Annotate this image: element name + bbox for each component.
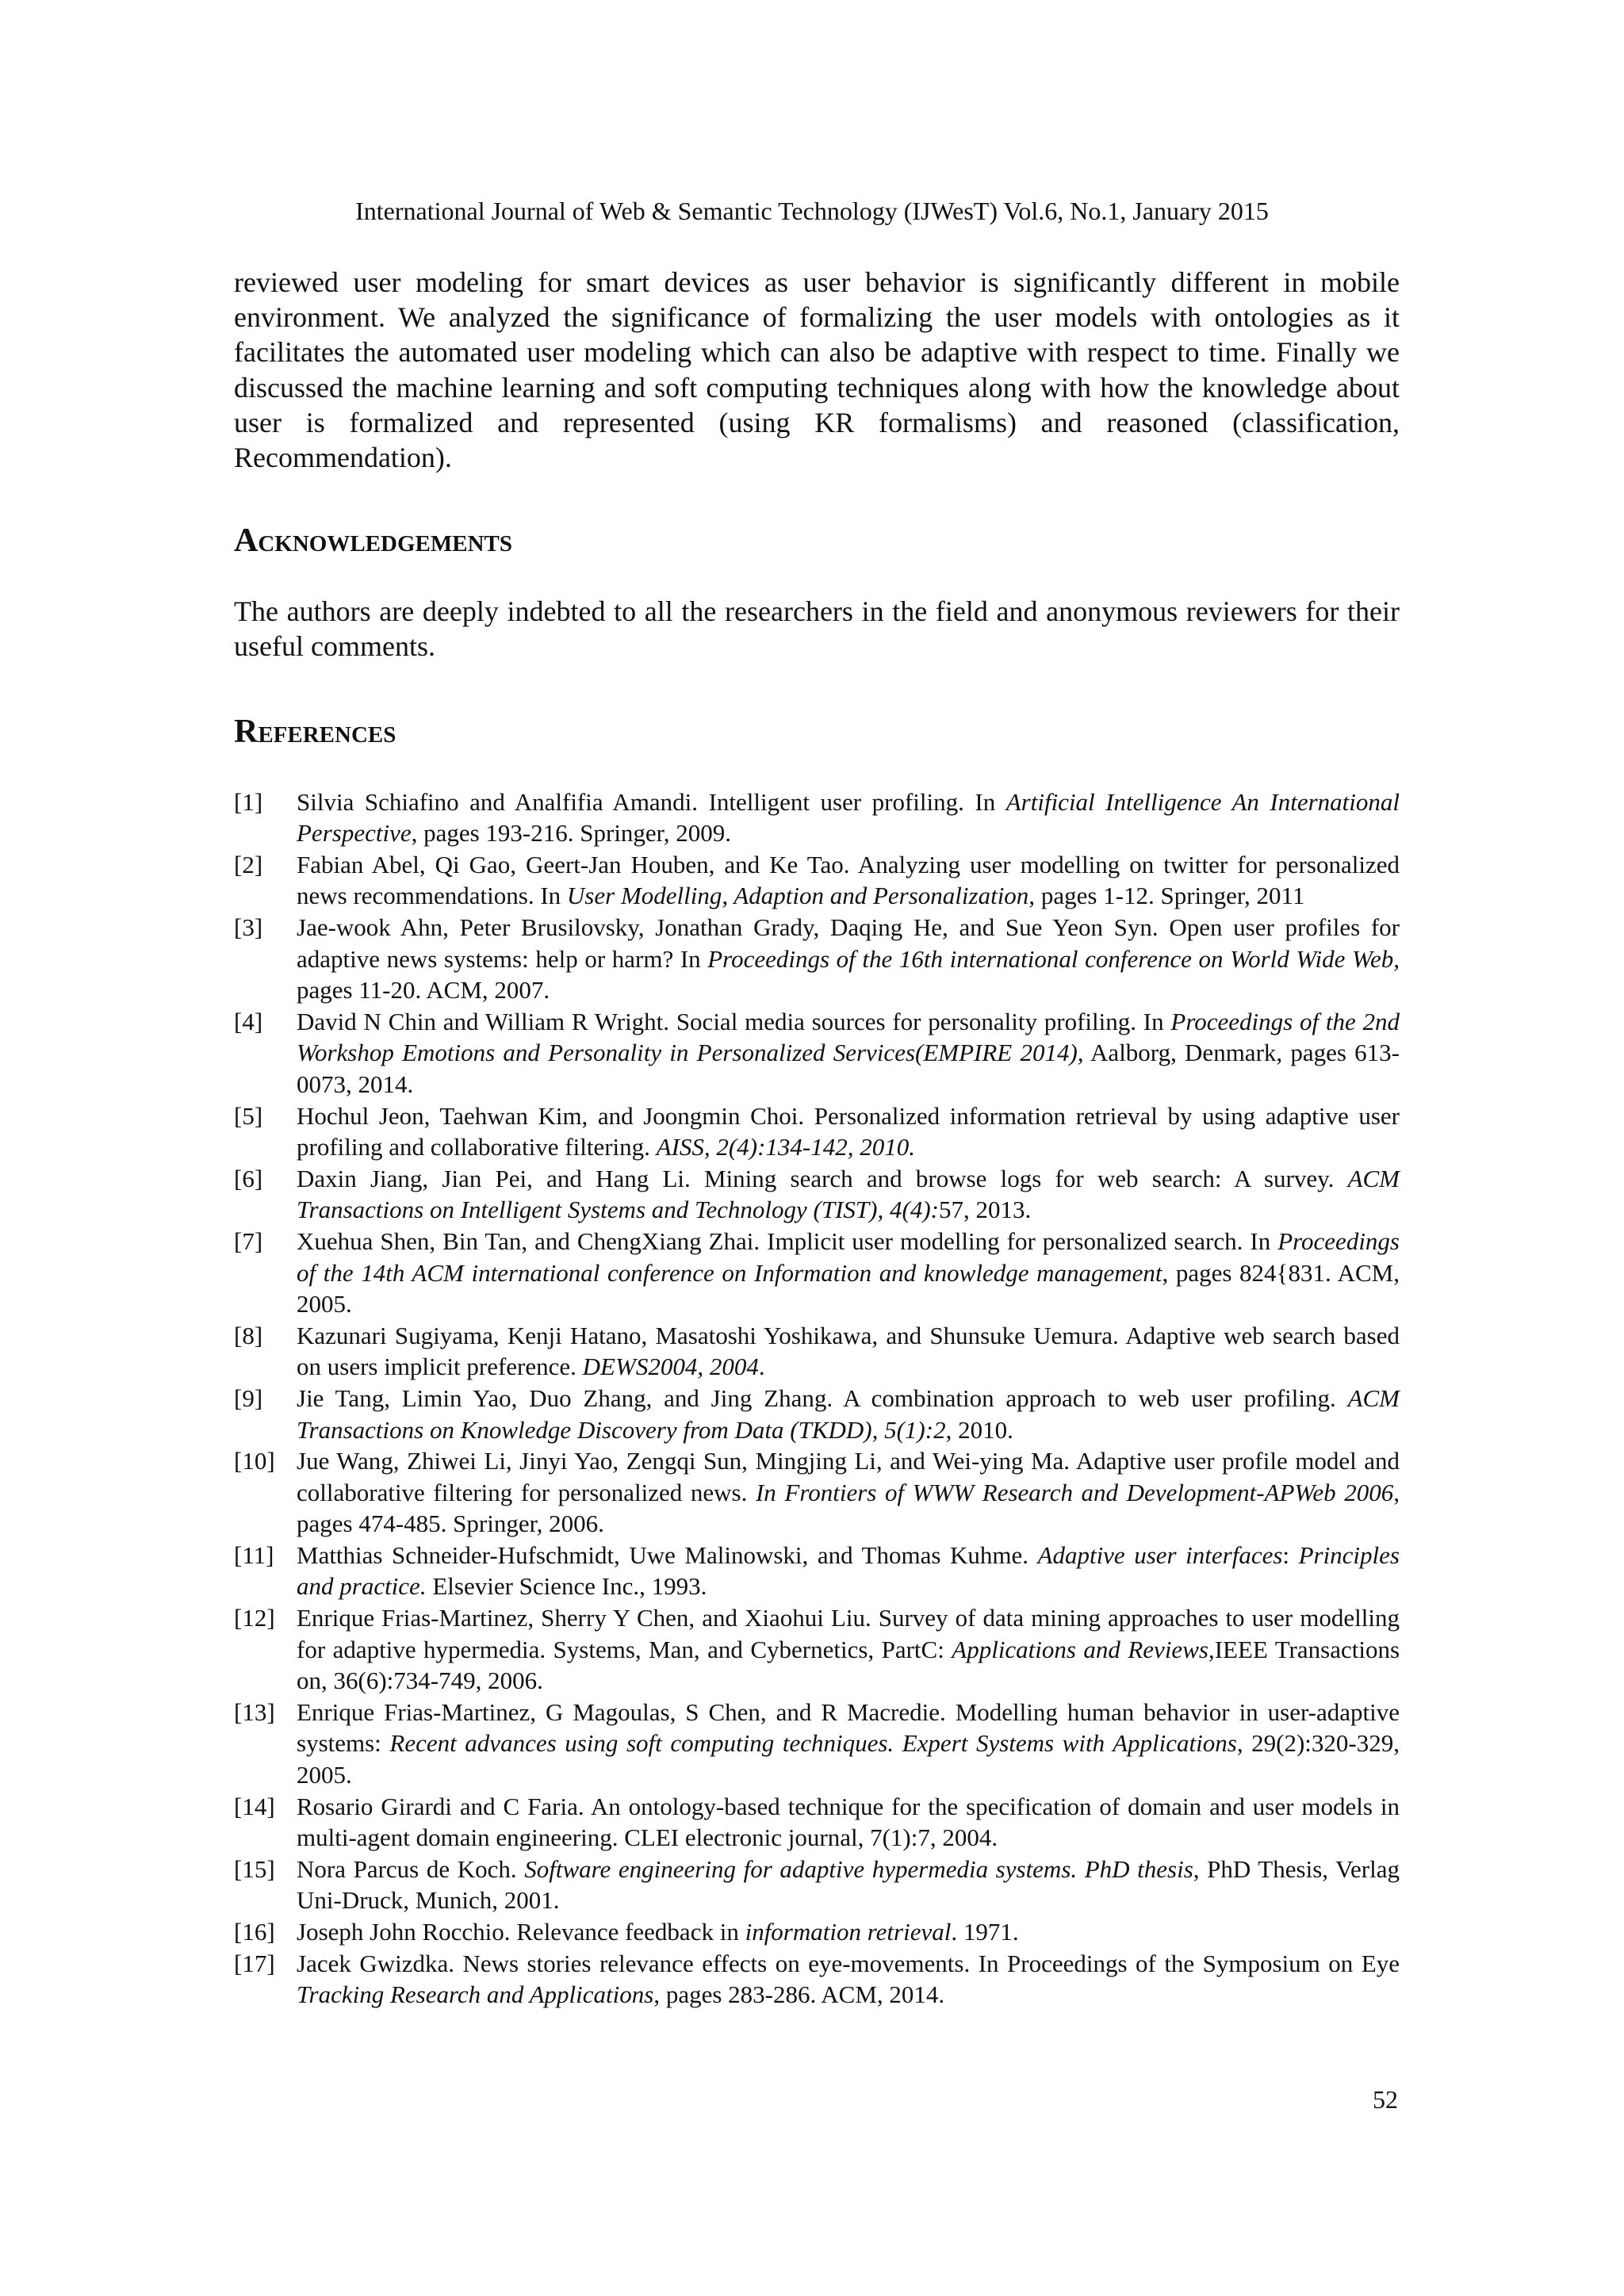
- reference-segment: Xuehua Shen, Bin Tan, and ChengXiang Zhai. Implicit user modelling for personalized search. In: [297, 1226, 1278, 1255]
- reference-text: [297, 1854, 1400, 1916]
- reference-item: [234, 1791, 1400, 1854]
- reference-item: [234, 1854, 1400, 1916]
- reference-number: [3]: [234, 913, 263, 941]
- reference-text: [297, 1320, 1400, 1383]
- reference-italic-segment: User Modelling, Adaption and Personalization,: [566, 882, 1036, 910]
- reference-number: [15]: [234, 1854, 275, 1883]
- reference-text: [297, 1540, 1400, 1602]
- reference-italic-segment: Proceedings of the 2nd Workshop Emotions and Personality in Personalized Services(EMPIRE 2014),: [297, 1007, 1400, 1067]
- reference-number: [4]: [234, 1007, 263, 1035]
- reference-italic-segment: information retrieval: [745, 1918, 952, 1946]
- reference-text: [297, 849, 1400, 912]
- reference-segment: Enrique Frias-Martinez, Sherry Y Chen, and Xiaohui Liu. Survey of data mining approaches to user modelling for adaptive hypermedia. Systems, Man, and Cybernetics, PartC:: [297, 1604, 1400, 1663]
- reference-segment: IEEE Transactions on, 36(6):734-749, 2006.: [297, 1635, 1400, 1695]
- reference-number: [1]: [234, 787, 263, 816]
- reference-text: [297, 1791, 1400, 1854]
- reference-text: [297, 1697, 1400, 1791]
- reference-text: [297, 1445, 1400, 1540]
- reference-segment: :: [1282, 1540, 1299, 1569]
- running-header: International Journal of Web & Semantic Technology (IJWesT) Vol.6, No.1, January 2015: [355, 197, 1269, 225]
- reference-segment: Rosario Girardi and C Faria. An ontology-based technique for the specification of domain and user models in multi-agent domain engineering. CLEI electronic journal, 7(1):7, 2004.: [297, 1792, 1400, 1852]
- reference-number: [10]: [234, 1447, 275, 1475]
- reference-segment: , pages 283-286. ACM, 2014.: [653, 1980, 945, 2009]
- reference-text: [297, 1226, 1400, 1320]
- acknowledgements-heading: [234, 521, 1400, 561]
- reference-number: [17]: [234, 1949, 275, 1977]
- reference-item: [234, 1916, 1400, 1948]
- reference-italic-segment: Recent advances using soft computing techniques. Expert Systems with Applications: [389, 1729, 1237, 1758]
- reference-segment: , pages 193-216. Springer, 2009.: [411, 819, 732, 848]
- reference-segment: Enrique Frias-Martinez, G Magoulas, S Chen, and R Macredie. Modelling human behavior in user-adaptive systems:: [297, 1697, 1400, 1758]
- references-heading-text: References: [234, 713, 396, 750]
- acknowledgements-heading-text: Acknowledgements: [234, 522, 512, 560]
- reference-text: [297, 1916, 1400, 1948]
- reference-segment: Matthias Schneider-Hufschmidt, Uwe Malinowski, and Thomas Kuhme.: [297, 1540, 1038, 1569]
- reference-italic-segment: Proceedings of the 14th ACM international conference on Information and knowledge management: [297, 1226, 1400, 1287]
- reference-item: [234, 1006, 1400, 1100]
- page-content: [234, 265, 1400, 2011]
- reference-item: [234, 1602, 1400, 1697]
- reference-segment: Elsevier Science Inc., 1993.: [426, 1572, 707, 1601]
- reference-segment: .: [758, 1353, 765, 1381]
- reference-item: [234, 1383, 1400, 1445]
- reference-item: [234, 1226, 1400, 1320]
- reference-segment: Silvia Schiafino and Analfifia Amandi. Intelligent user profiling. In: [297, 787, 1006, 816]
- acknowledgements-text: The authors are deeply indebted to all the researchers in the field and anonymous reviewers for their useful comments.: [234, 595, 1400, 663]
- reference-text: [297, 1163, 1400, 1226]
- reference-text: [297, 1006, 1400, 1100]
- reference-italic-segment: Principles and practice.: [297, 1540, 1400, 1601]
- reference-italic-segment: Adaptive user interfaces: [1037, 1540, 1283, 1569]
- reference-text: [297, 786, 1400, 849]
- reference-segment: , pages 474-485. Springer, 2006.: [297, 1478, 1400, 1538]
- reference-number: [16]: [234, 1918, 275, 1946]
- reference-italic-segment: AISS, 2(4):134-142, 2010.: [656, 1133, 915, 1161]
- reference-italic-segment: ACM Transactions on Knowledge Discovery from Data (TKDD), 5(1):2: [297, 1383, 1400, 1444]
- reference-segment: , PhD Thesis, Verlag Uni-Druck, Munich, 2001.: [297, 1854, 1400, 1915]
- reference-italic-segment: Applications and Reviews,: [952, 1635, 1215, 1663]
- reference-segment: Hochul Jeon, Taehwan Kim, and Joongmin Choi. Personalized information retrieval by using adaptive user profiling and collaborative filtering.: [297, 1101, 1400, 1161]
- reference-text: [297, 1100, 1400, 1163]
- reference-item: [234, 912, 1400, 1006]
- reference-italic-segment: ACM Transactions on Intelligent Systems and Technology (TIST), 4(4):: [297, 1164, 1400, 1224]
- reference-item: [234, 1445, 1400, 1540]
- reference-italic-segment: Software engineering for adaptive hypermedia systems. PhD thesis: [524, 1854, 1193, 1883]
- reference-italic-segment: DEWS2004, 2004: [582, 1353, 759, 1381]
- reference-number: [8]: [234, 1321, 263, 1349]
- reference-item: [234, 786, 1400, 849]
- reference-segment: Nora Parcus de Koch.: [297, 1854, 525, 1883]
- reference-segment: Jie Tang, Limin Yao, Duo Zhang, and Jing Zhang. A combination approach to web user profiling.: [297, 1383, 1348, 1412]
- reference-number: [9]: [234, 1383, 263, 1412]
- reference-italic-segment: Artificial Intelligence An International Perspective: [297, 787, 1400, 848]
- reference-number: [11]: [234, 1540, 274, 1569]
- reference-number: [12]: [234, 1604, 275, 1632]
- reference-segment: pages 1-12. Springer, 2011: [1035, 882, 1305, 910]
- reference-segment: pages 11-20. ACM, 2007.: [297, 976, 550, 1004]
- reference-number: [2]: [234, 850, 263, 878]
- reference-segment: 57, 2013.: [938, 1196, 1032, 1224]
- reference-segment: Jue Wang, Zhiwei Li, Jinyi Yao, Zengqi Sun, Mingjing Li, and Wei-ying Ma. Adaptive user profile model and collaborative filtering for personalized news.: [297, 1447, 1400, 1506]
- reference-number: [13]: [234, 1697, 275, 1726]
- reference-segment: . 1971.: [951, 1918, 1019, 1946]
- reference-segment: , 29(2):320-329, 2005.: [297, 1729, 1400, 1789]
- reference-segment: Aalborg, Denmark, pages 613-0073, 2014.: [297, 1039, 1400, 1098]
- reference-item: [234, 1697, 1400, 1791]
- reference-list: [234, 786, 1400, 2011]
- reference-segment: David N Chin and William R Wright. Social media sources for personality profiling. In: [297, 1007, 1171, 1035]
- reference-item: [234, 1948, 1400, 2011]
- references-heading: [234, 712, 1400, 752]
- reference-segment: Jacek Gwizdka. News stories relevance effects on eye-movements. In Proceedings of the Symposium on Eye: [297, 1949, 1400, 1977]
- reference-segment: Joseph John Rocchio. Relevance feedback in: [297, 1918, 745, 1946]
- reference-text: [297, 1948, 1400, 2011]
- reference-number: [6]: [234, 1164, 263, 1192]
- conclusion-paragraph: reviewed user modeling for smart devices as user behavior is significantly different in mobile environment. We analyzed the significance of formalizing the user models with ontologies as it facilitates the automated user modeling which can also be adaptive with respect to time. Finally we discussed the machine learning and soft computing techniques along with how the knowledge about user is formalized and represented (using KR formalisms) and reasoned (classification, Recommendation).: [234, 266, 1400, 474]
- reference-item: [234, 1320, 1400, 1383]
- reference-text: [297, 1383, 1400, 1445]
- reference-item: [234, 1100, 1400, 1163]
- reference-text: [297, 912, 1400, 1006]
- reference-segment: Jae-wook Ahn, Peter Brusilovsky, Jonathan Grady, Daqing He, and Sue Yeon Syn. Open user profiles for adaptive news systems: help or harm? In: [297, 913, 1400, 973]
- reference-segment: , 2010.: [945, 1415, 1013, 1444]
- reference-number: [7]: [234, 1226, 263, 1255]
- reference-item: [234, 1163, 1400, 1226]
- reference-segment: , pages 824{831. ACM, 2005.: [297, 1258, 1400, 1318]
- reference-segment: Kazunari Sugiyama, Kenji Hatano, Masatoshi Yoshikawa, and Shunsuke Uemura. Adaptive web search based on users implicit preference.: [297, 1321, 1400, 1381]
- page-number: 52: [1373, 2085, 1398, 2114]
- reference-italic-segment: Proceedings of the 16th international conference on World Wide Web,: [707, 944, 1400, 973]
- reference-number: [14]: [234, 1792, 275, 1820]
- reference-item: [234, 849, 1400, 912]
- reference-italic-segment: Tracking Research and Applications: [297, 1980, 654, 2009]
- reference-item: [234, 1540, 1400, 1602]
- reference-number: [5]: [234, 1101, 263, 1130]
- reference-segment: Daxin Jiang, Jian Pei, and Hang Li. Mining search and browse logs for web search: A survey.: [297, 1164, 1348, 1192]
- reference-text: [297, 1602, 1400, 1697]
- reference-italic-segment: In Frontiers of WWW Research and Development-APWeb 2006: [755, 1478, 1394, 1506]
- reference-segment: Fabian Abel, Qi Gao, Geert-Jan Houben, and Ke Tao. Analyzing user modelling on twitter for personalized news recommendations. In: [297, 850, 1400, 910]
